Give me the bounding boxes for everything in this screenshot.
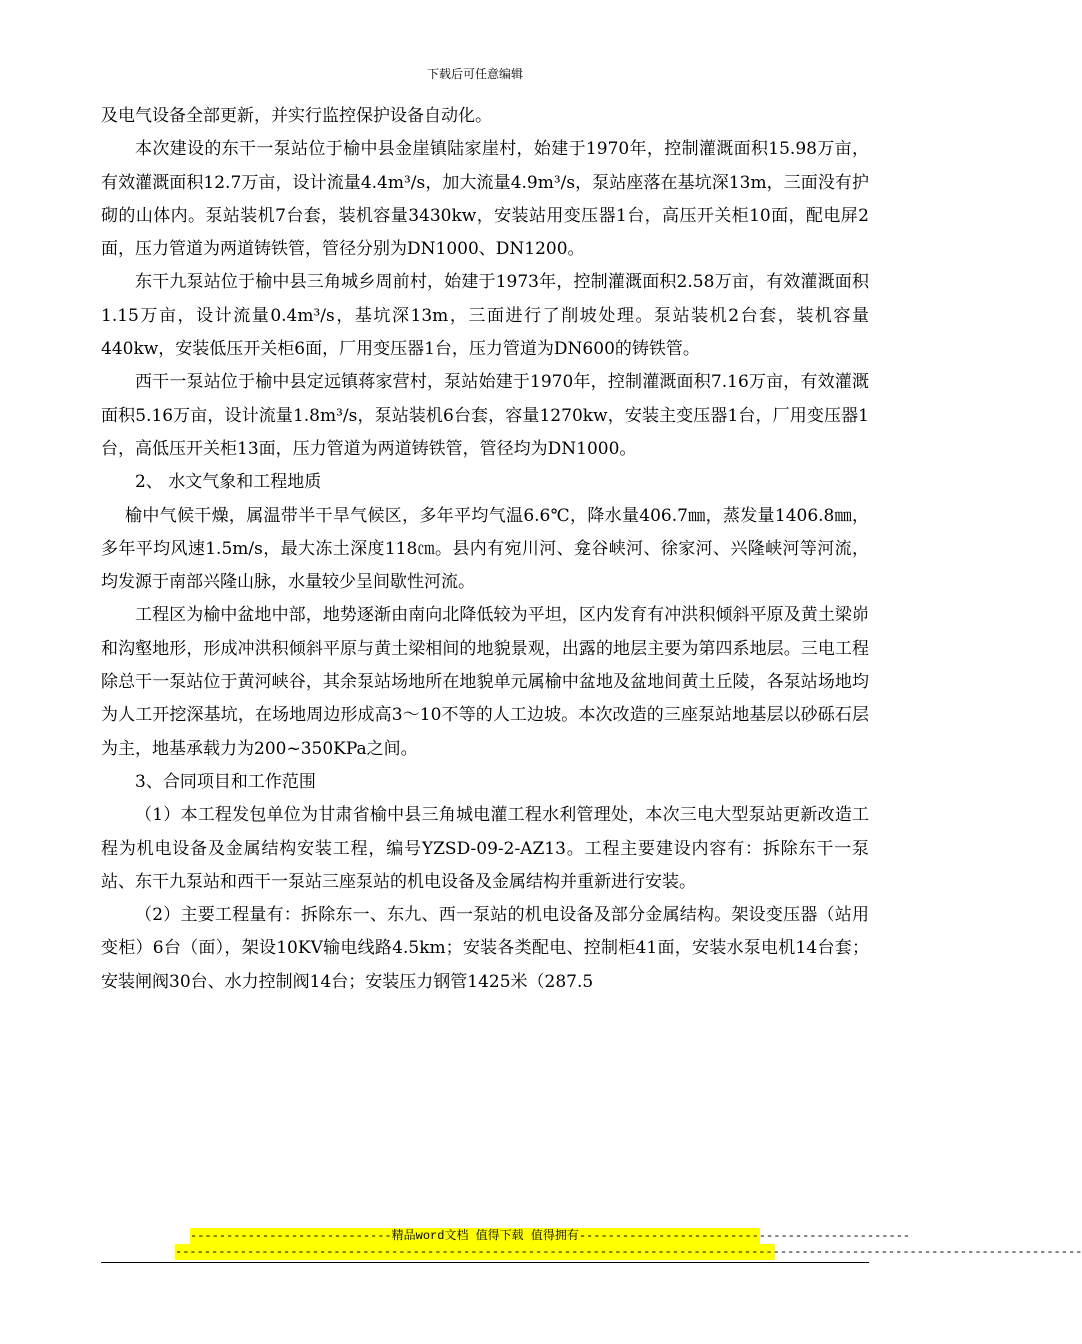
footer-dash-line: ------------------------------------------------------------------------------------------------------------------------------	[175, 1245, 1082, 1259]
paragraph-donggan-9: 东干九泵站位于榆中县三角城乡周前村，始建于1973年，控制灌溉面积2.58万亩，有效灌溉面积1.15万亩，设计流量0.4m³/s，基坑深13m，三面进行了削坡处理。泵站装机2台套，装机容量440kw，安装低压开关柜6面，厂用变压器1台，压力管道为DN600的铸铁管。	[101, 272, 869, 360]
paragraph-continuation: 及电气设备全部更新，并实行监控保护设备自动化。	[101, 106, 492, 126]
paragraph-contract-2: （2）主要工程量有：拆除东一、东九、西一泵站的机电设备及部分金属结构。架设变压器（站用变柜）6台（面），架设10KV输电线路4.5km；安装各类配电、控制柜41面，安装水泵电机14台套；安装闸阀30台、水力控制阀14台；安装压力钢管1425米（287.5	[101, 905, 869, 992]
paragraph-xigan-1: 西干一泵站位于榆中县定远镇蒋家营村，泵站始建于1970年，控制灌溉面积7.16万亩，有效灌溉面积5.16万亩，设计流量1.8m³/s，泵站装机6台套，容量1270kw，安装主变压器1台，厂用变压器1台，高低压开关柜13面，压力管道为两道铸铁管，管径均为DN1000。	[101, 372, 869, 459]
footer-banner: ----------------------------精品word文档 值得下载 值得拥有----------------------------------------------	[190, 1229, 911, 1243]
section-heading-hydrology: 2、 水文气象和工程地质	[135, 472, 322, 493]
paragraph-geology: 工程区为榆中盆地中部，地势逐渐由南向北降低较为平坦，区内发育有冲洪积倾斜平原及黄土梁峁和沟壑地形，形成冲洪积倾斜平原与黄土梁相间的地貌景观，出露的地层主要为第四系地层。三电工程除总干一泵站位于黄河峡谷，其余泵站场地所在地貌单元属榆中盆地及盆地间黄土丘陵，各泵站场地均为人工开挖深基坑，在场地周边形成高3～10不等的人工边坡。本次改造的三座泵站地基层以砂砾石层为主，地基承载力为200~350KPa之间。	[101, 605, 869, 759]
page-footer	[0, 1228, 1082, 1260]
document-body	[101, 100, 869, 999]
paragraph-climate: 榆中气候干燥，属温带半干旱气候区，多年平均气温6.6℃，降水量406.7㎜，蒸发量1406.8㎜，多年平均风速1.5m/s，最大冻土深度118㎝。县内有宛川河、龛谷峡河、徐家河、兴隆峡河等河流，均发源于南部兴隆山脉，水量较少呈间歇性河流。	[101, 505, 869, 593]
paragraph-contract-1: （1）本工程发包单位为甘肃省榆中县三角城电灌工程水利管理处，本次三电大型泵站更新改造工程为机电设备及金属结构安装工程，编号YZSD-09-2-AZ13。工程主要建设内容有：拆除东干一泵站、东干九泵站和西干一泵站三座泵站的机电设备及金属结构并重新进行安装。	[101, 805, 869, 892]
section-heading-contract: 3、合同项目和工作范围	[135, 771, 316, 792]
footer-rule	[101, 1262, 869, 1263]
paragraph-donggan-1: 本次建设的东干一泵站位于榆中县金崖镇陆家崖村，始建于1970年，控制灌溉面积15.98万亩，有效灌溉面积12.7万亩，设计流量4.4m³/s，加大流量4.9m³/s，泵站座落在基坑深13m，三面没有护砌的山体内。泵站装机7台套，装机容量3430kw，安装站用变压器1台，高压开关柜10面，配电屏2面，压力管道为两道铸铁管，管径分别为DN1000、DN1200。	[101, 139, 869, 260]
page-header: 下载后可任意编辑	[426, 67, 523, 81]
